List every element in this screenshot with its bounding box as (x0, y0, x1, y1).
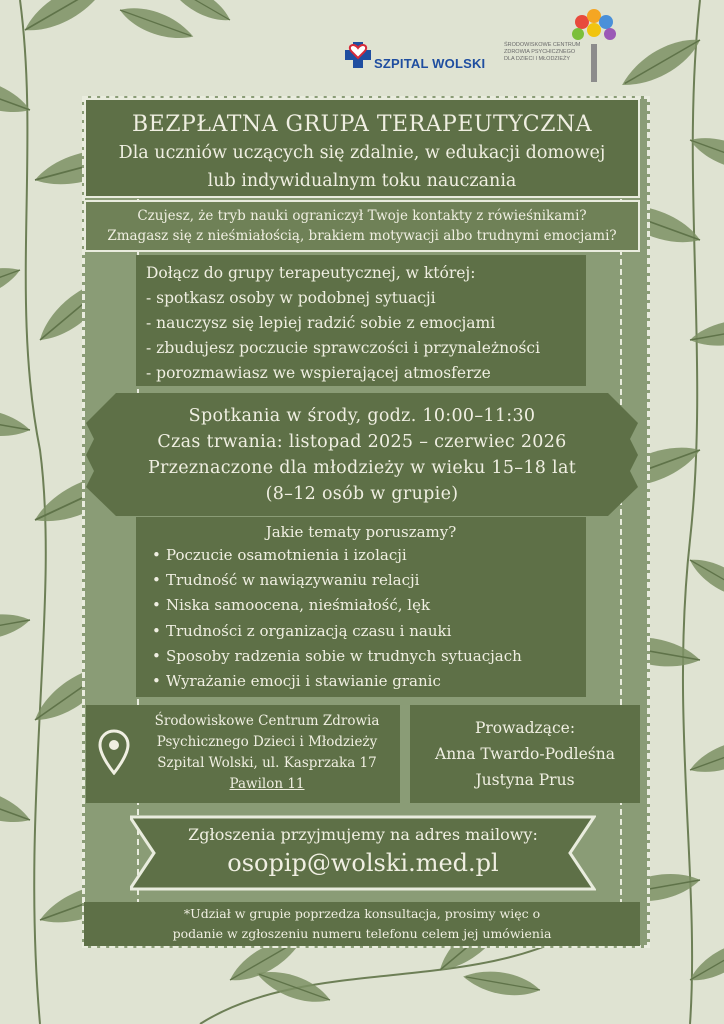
contact-email[interactable]: osopip@wolski.med.pl (227, 849, 499, 877)
szpital-wolski-logo (340, 36, 500, 76)
join-box (136, 255, 586, 386)
join-item: - spotkasz osoby w podobnej sytuacji (146, 289, 436, 307)
topic-item: • Wyrażanie emocji i stawianie granic (166, 669, 574, 694)
topics-box (136, 517, 586, 697)
meeting-line: Przeznaczone dla młodzieży w wieku 15–18 lat (147, 458, 577, 478)
hand-tree-icon (564, 6, 624, 86)
header-box (84, 98, 640, 198)
contact-label: Zgłoszenia przyjmujemy na adres mailowy: (188, 825, 538, 844)
topic-item: • Trudność w nawiązywaniu relacji (166, 568, 574, 593)
leader-name: Justyna Prus (475, 771, 575, 789)
leaders-label: Prowadzące: (474, 719, 576, 737)
questions-box (84, 200, 640, 252)
join-item: - zbudujesz poczucie sprawczości i przynależności (146, 339, 541, 357)
contact-banner (130, 815, 596, 891)
pavilion-link[interactable]: Pawilon 11 (229, 776, 305, 792)
leaders-box (410, 705, 640, 803)
question-line: Czujesz, że tryb nauki ograniczył Twoje kontakty z rówieśnikami? (137, 208, 587, 224)
centre-name: ŚRODOWISKOWE CENTRUM ZDROWIA PSYCHICZNEGO DLA DZIECI I MŁODZIEŻY (504, 42, 581, 62)
note-box (84, 902, 640, 946)
subtitle-line: Dla uczniów uczących się zdalnie, w edukacji domowej (118, 143, 606, 163)
hospital-cross-icon (344, 40, 372, 70)
topic-item: • Sposoby radzenia sobie w trudnych sytuacjach (166, 644, 574, 669)
meeting-line: (8–12 osób w grupie) (265, 484, 459, 504)
topics-heading: Jakie tematy poruszamy? (265, 523, 457, 541)
join-heading: Dołącz do grupy terapeutycznej, w której: (146, 264, 476, 282)
note-line: *Udział w grupie poprzedza konsultacja, prosimy więc o (183, 906, 541, 921)
meeting-line: Spotkania w środy, godz. 10:00–11:30 (188, 406, 536, 426)
location-line: Środowiskowe Centrum Zdrowia (154, 713, 380, 729)
join-item: - nauczysz się lepiej radzić sobie z emocjami (146, 314, 496, 332)
join-item: - porozmawiasz we wspierającej atmosferze (146, 364, 491, 382)
centre-logo (500, 6, 650, 86)
topic-item: • Trudności z organizacją czasu i nauki (166, 619, 574, 644)
topic-item: • Niska samoocena, nieśmiałość, lęk (166, 593, 574, 618)
hospital-name: SZPITAL WOLSKI (374, 56, 486, 71)
location-box (86, 705, 400, 803)
question-line: Zmagasz się z nieśmiałością, brakiem motywacji albo trudnymi emocjami? (107, 228, 617, 244)
leader-name: Anna Twardo-Podleśna (435, 745, 615, 763)
location-line: Szpital Wolski, ul. Kasprzaka 17 (157, 755, 377, 771)
subtitle-line: lub indywidualnym toku nauczania (207, 171, 517, 191)
topic-item: • Poczucie osamotnienia i izolacji (166, 543, 574, 568)
meeting-info (86, 393, 638, 516)
map-pin-icon (98, 729, 130, 775)
location-line: Psychicznego Dzieci i Młodzieży (156, 734, 378, 750)
note-line: podanie w zgłoszeniu numeru telefonu celem jej umówienia (172, 926, 552, 941)
page-title: BEZPŁATNA GRUPA TERAPEUTYCZNA (131, 112, 593, 137)
topics-list (148, 543, 574, 694)
meeting-line: Czas trwania: listopad 2025 – czerwiec 2026 (157, 432, 567, 452)
